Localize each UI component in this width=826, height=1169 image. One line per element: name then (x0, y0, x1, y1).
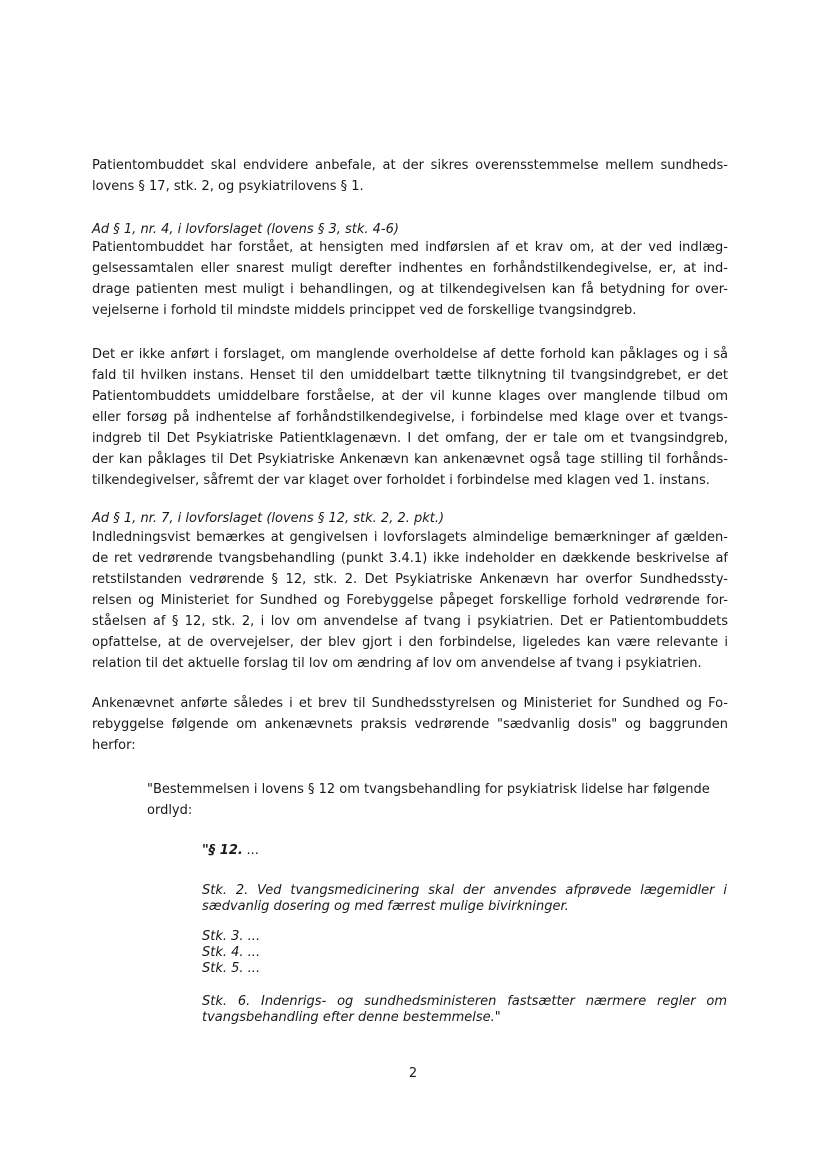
text-line: de ret vedrørende tvangsbehandling (punkt 3.4.1) ikke indeholder en dækkende beskrivelse af (92, 551, 728, 566)
paragraph-forhaandstilkendegivelse (92, 237, 728, 321)
text-line: eller forsøg på indhentelse af forhåndstilkendegivelse, i forbindelse med klage over et tvangs- (92, 410, 728, 425)
text-line: tilkendegivelser, såfremt der var klaget over forholdet i forbindelse med klagen ved 1. instans. (92, 473, 710, 488)
quote-line: tvangsbehandling efter denne bestemmelse." (202, 1010, 501, 1025)
quote-line: Stk. 6. Indenrigs- og sundhedsministeren fastsætter nærmere regler om (202, 994, 727, 1009)
text-line: ståelsen af § 12, stk. 2, i lov om anvendelse af tvang i psykiatrien. Det er Patientombuddets (92, 614, 728, 629)
quote-line: Stk. 4. ... (202, 945, 261, 960)
quote-line: Stk. 5. ... (202, 961, 261, 976)
text-line: opfattelse, at de overvejelser, der blev gjort i den forbindelse, ligeledes kan være relevante i (92, 635, 728, 650)
quoted-stk-2 (202, 883, 727, 915)
text-line: herfor: (92, 738, 136, 753)
quoted-section-title (202, 843, 727, 859)
text-line: Indledningsvist bemærkes at gengivelsen i lovforslagets almindelige bemærkninger af gælden- (92, 530, 728, 545)
quote-line: sædvanlig dosering og med færrest mulige bivirkninger. (202, 899, 569, 914)
text-line: rebyggelse følgende om ankenævnets praksis vedrørende "sædvanlig dosis" og baggrunden (92, 717, 728, 732)
block-quote (147, 779, 727, 821)
text-line: Patientombuddet har forstået, at hensigten med indførslen af et krav om, at der ved indlæg- (92, 240, 728, 255)
text-line: fald til hvilken instans. Henset til den umiddelbart tætte tilknytning til tvangsindgrebet, er det (92, 368, 728, 383)
text-line: gelsessamtalen eller snarest muligt derefter indhentes en forhåndstilkendegivelse, er, at ind- (92, 261, 728, 276)
quoted-stk-3-5 (202, 929, 727, 977)
text-line: vejelserne i forhold til mindste middels princippet ved de forskellige tvangsindgreb. (92, 303, 637, 318)
text-line: Patientombuddets umiddelbare forståelse, at der vil kunne klages over manglende tilbud om (92, 389, 728, 404)
paragraph-recommendation (92, 155, 728, 197)
text-line: relation til det aktuelle forslag til lov om ændring af lov om anvendelse af tvang i psykiatrien. (92, 656, 702, 671)
page-number: 2 (408, 1066, 418, 1081)
section-heading-nr4: Ad § 1, nr. 4, i lovforslaget (lovens § 3, stk. 4-6) (92, 222, 399, 237)
quoted-stk-6 (202, 994, 727, 1026)
text-line: lovens § 17, stk. 2, og psykiatrilovens § 1. (92, 179, 364, 194)
text-line: der kan påklages til Det Psykiatriske Ankenævn kan ankenævnet også tage stilling til forhånds- (92, 452, 728, 467)
paragraph-klageadgang (92, 344, 728, 491)
quote-line: Stk. 3. ... (202, 929, 261, 944)
section-number: "§ 12. (202, 843, 243, 858)
text-line: Ankenævnet anførte således i et brev til Sundhedsstyrelsen og Ministeriet for Sundhed og Fo- (92, 696, 728, 711)
quote-line (202, 843, 727, 859)
text-line: drage patienten mest muligt i behandlingen, og at tilkendegivelsen kan få betydning for over- (92, 282, 728, 297)
paragraph-ankenaevnet (92, 693, 728, 756)
section-heading-nr7: Ad § 1, nr. 7, i lovforslaget (lovens § 12, stk. 2, 2. pkt.) (92, 511, 445, 526)
quote-line: Stk. 2. Ved tvangsmedicinering skal der anvendes afprøvede lægemidler i (202, 883, 727, 898)
quote-line: "Bestemmelsen i lovens § 12 om tvangsbehandling for psykiatrisk lidelse har følgende (147, 782, 710, 797)
text-line: Det er ikke anført i forslaget, om manglende overholdelse af dette forhold kan påklages og i så (92, 347, 728, 362)
section-ellipsis: ... (242, 843, 260, 858)
text-line: retstilstanden vedrørende § 12, stk. 2. Det Psykiatriske Ankenævn har overfor Sundhedssty- (92, 572, 728, 587)
paragraph-tvangsbehandling (92, 527, 728, 674)
text-line: Patientombuddet skal endvidere anbefale, at der sikres overensstemmelse mellem sundheds- (92, 158, 728, 173)
text-line: relsen og Ministeriet for Sundhed og Forebyggelse påpeget forskellige forhold vedrørende for- (92, 593, 728, 608)
text-line: indgreb til Det Psykiatriske Patientklagenævn. I det omfang, der er tale om et tvangsindgreb, (92, 431, 728, 446)
quote-line: ordlyd: (147, 803, 193, 818)
